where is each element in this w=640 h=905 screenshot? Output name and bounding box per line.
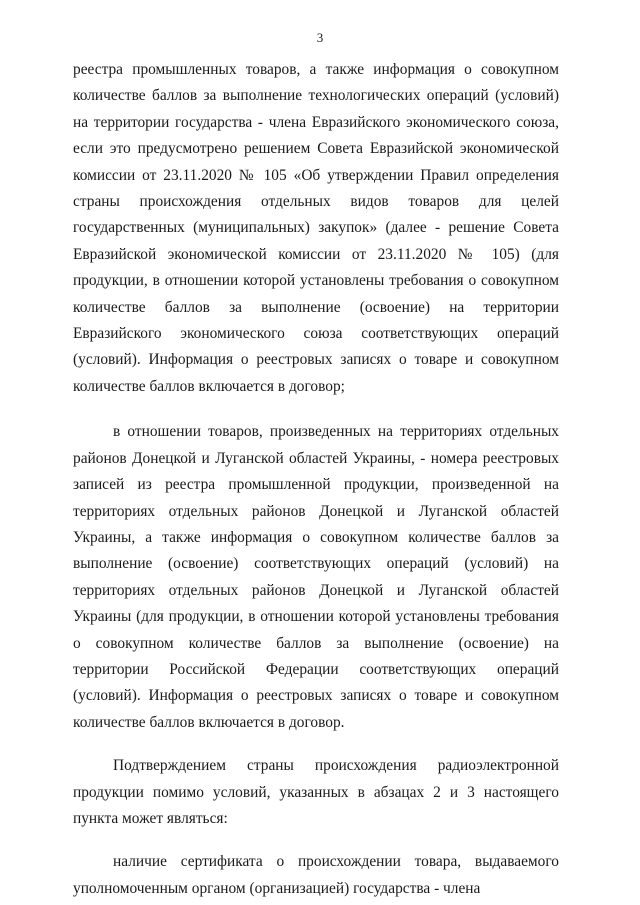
paragraph-donetsk-lugansk: в отношении товаров, произведенных на территориях отдельных районов Донецкой и Луганской областей Украины, - номера реестровых записей из реестра промышленной продукции, произведенной на территориях отдельных районов Донецкой и Луганской областей Украины, а также информация о совокупном количестве баллов за выполнение (освоение) соответствующих операций (условий) на территориях отдельных районов Донецкой и Луганской областей Украины (для продукции, в отношении которой установлены требования о совокупном количестве баллов за выполнение (освоение) на территории Российской Федерации соответствующих операций (условий). Информация о реестровых записях о товаре и совокупном количестве баллов включается в договор. bbox=[73, 423, 559, 731]
document-body bbox=[73, 57, 559, 902]
paragraph-confirmation-country-origin: Подтверждением страны происхождения радиоэлектронной продукции помимо условий, указанных в абзацах 2 и 3 настоящего пункта может являться: bbox=[73, 757, 559, 827]
page-number: 3 bbox=[316, 30, 324, 45]
paragraph-registry-continuation: реестра промышленных товаров, а также информация о совокупном количестве баллов за выполнение технологических операций (условий) на территории государства - члена Евразийского экономического союза, если это предусмотрено решением Совета Евразийской экономической комиссии от 23.11.2020 № 105 «Об утверждении Правил определения страны происхождения отдельных видов товаров для целей государственных (муниципальных) закупок» (далее - решение Совета Евразийской экономической комиссии от 23.11.2020 № 105) (для продукции, в отношении которой установлены требования о совокупном количестве баллов за выполнение (освоение) на территории Евразийского экономического союза соответствующих операций (условий). Информация о реестровых записях о товаре и совокупном количестве баллов включается в договор; bbox=[73, 61, 559, 395]
paragraph-certificate-of-origin: наличие сертификата о происхождении товара, выдаваемого уполномоченным органом (организацией) государства - члена bbox=[73, 853, 559, 897]
